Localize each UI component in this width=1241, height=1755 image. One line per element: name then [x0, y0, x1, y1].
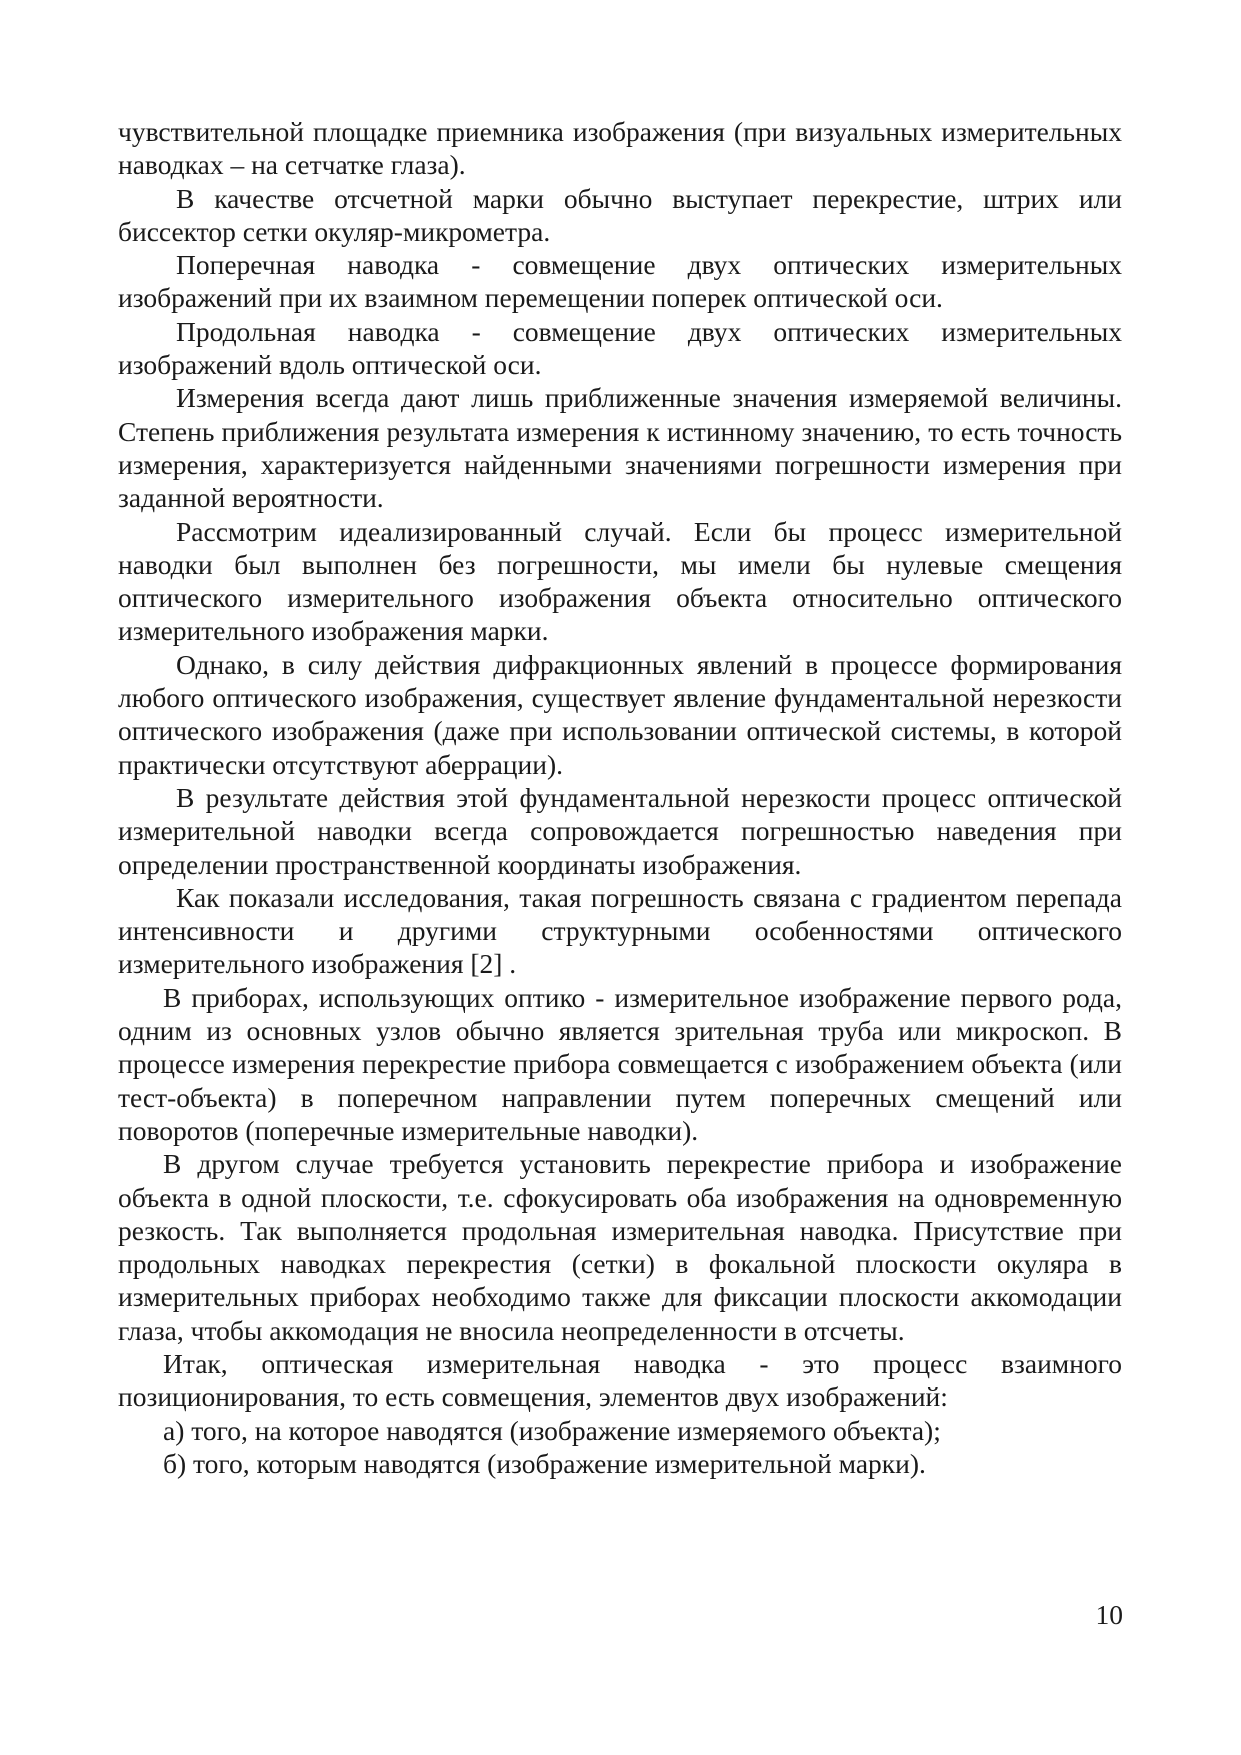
paragraph-summary: Итак, оптическая измерительная наводка - это процесс взаимного позиционирования, то есть совмещения, элементов двух изображений: [118, 1347, 1122, 1413]
paragraph-first-order-instruments: В приборах, использующих оптико - измерительное изображение первого рода, одним из основных узлов обычно является зрительная труба или микроскоп. В процессе измерения перекрестие прибора совмещается с изображением объекта (или тест-объекта) в поперечном направлении путем поперечных смещений или поворотов (поперечные измерительные наводки). [118, 981, 1122, 1146]
paragraph-focusing-case: В другом случае требуется установить перекрестие прибора и изображение объекта в одной плоскости, т.е. сфокусировать оба изображения на одновременную резкость. Так выполняется продольная измерительная наводка. Присутствие при продольных наводках перекрестия (сетки) в фокальной плоскости окуляра в измерительных приборах необходимо также для фиксации плоскости аккомодации глаза, чтобы аккомодация не вносила неопределенности в отсчеты. [118, 1148, 1122, 1346]
paragraph-reference-mark: В качестве отсчетной марки обычно выступает перекрестие, штрих или биссектор сетки окуляр-микрометра. [118, 182, 1122, 247]
page-body [118, 115, 1122, 1480]
list-item-b: б) того, которым наводятся (изображение измерительной марки). [163, 1447, 926, 1479]
paragraph-idealized-case: Рассмотрим идеализированный случай. Если бы процесс измерительной наводки был выполнен без погрешности, мы имели бы нулевые смещения оптического измерительного изображения объекта относительно оптического измерительного изображения марки. [118, 515, 1122, 647]
paragraph-research-findings: Как показали исследования, такая погрешность связана с градиентом перепада интенсивности и другими структурными особенностями оптического измерительного изображения [2] . [118, 881, 1122, 980]
paragraph-diffraction: Однако, в силу действия дифракционных явлений в процессе формирования любого оптического изображения, существует явление фундаментальной нерезкости оптического изображения (даже при использовании оптической системы, в которой практически отсутствуют аберрации). [118, 648, 1122, 780]
list-item-a: а) того, на которое наводятся (изображение измеряемого объекта); [163, 1414, 941, 1446]
paragraph-transverse-pointing: Поперечная наводка - совмещение двух оптических измерительных изображений при их взаимном перемещении поперек оптической оси. [118, 249, 1122, 314]
paragraph-measurement-accuracy: Измерения всегда дают лишь приближенные значения измеряемой величины. Степень приближения результата измерения к истинному значению, то есть точность измерения, характеризуется найденными значениями погрешности измерения при заданной вероятности. [118, 382, 1122, 514]
paragraph-continuation: чувствительной площадке приемника изображения (при визуальных измерительных наводках – на сетчатке глаза). [118, 116, 1122, 181]
paragraph-longitudinal-pointing: Продольная наводка - совмещение двух оптических измерительных изображений вдоль оптической оси. [118, 315, 1122, 381]
page-number: 10 [1095, 1599, 1123, 1630]
paragraph-fundamental-unsharpness: В результате действия этой фундаментальной нерезкости процесс оптической измерительной наводки всегда сопровождается погрешностью наведения при определении пространственной координаты изображения. [118, 781, 1122, 880]
